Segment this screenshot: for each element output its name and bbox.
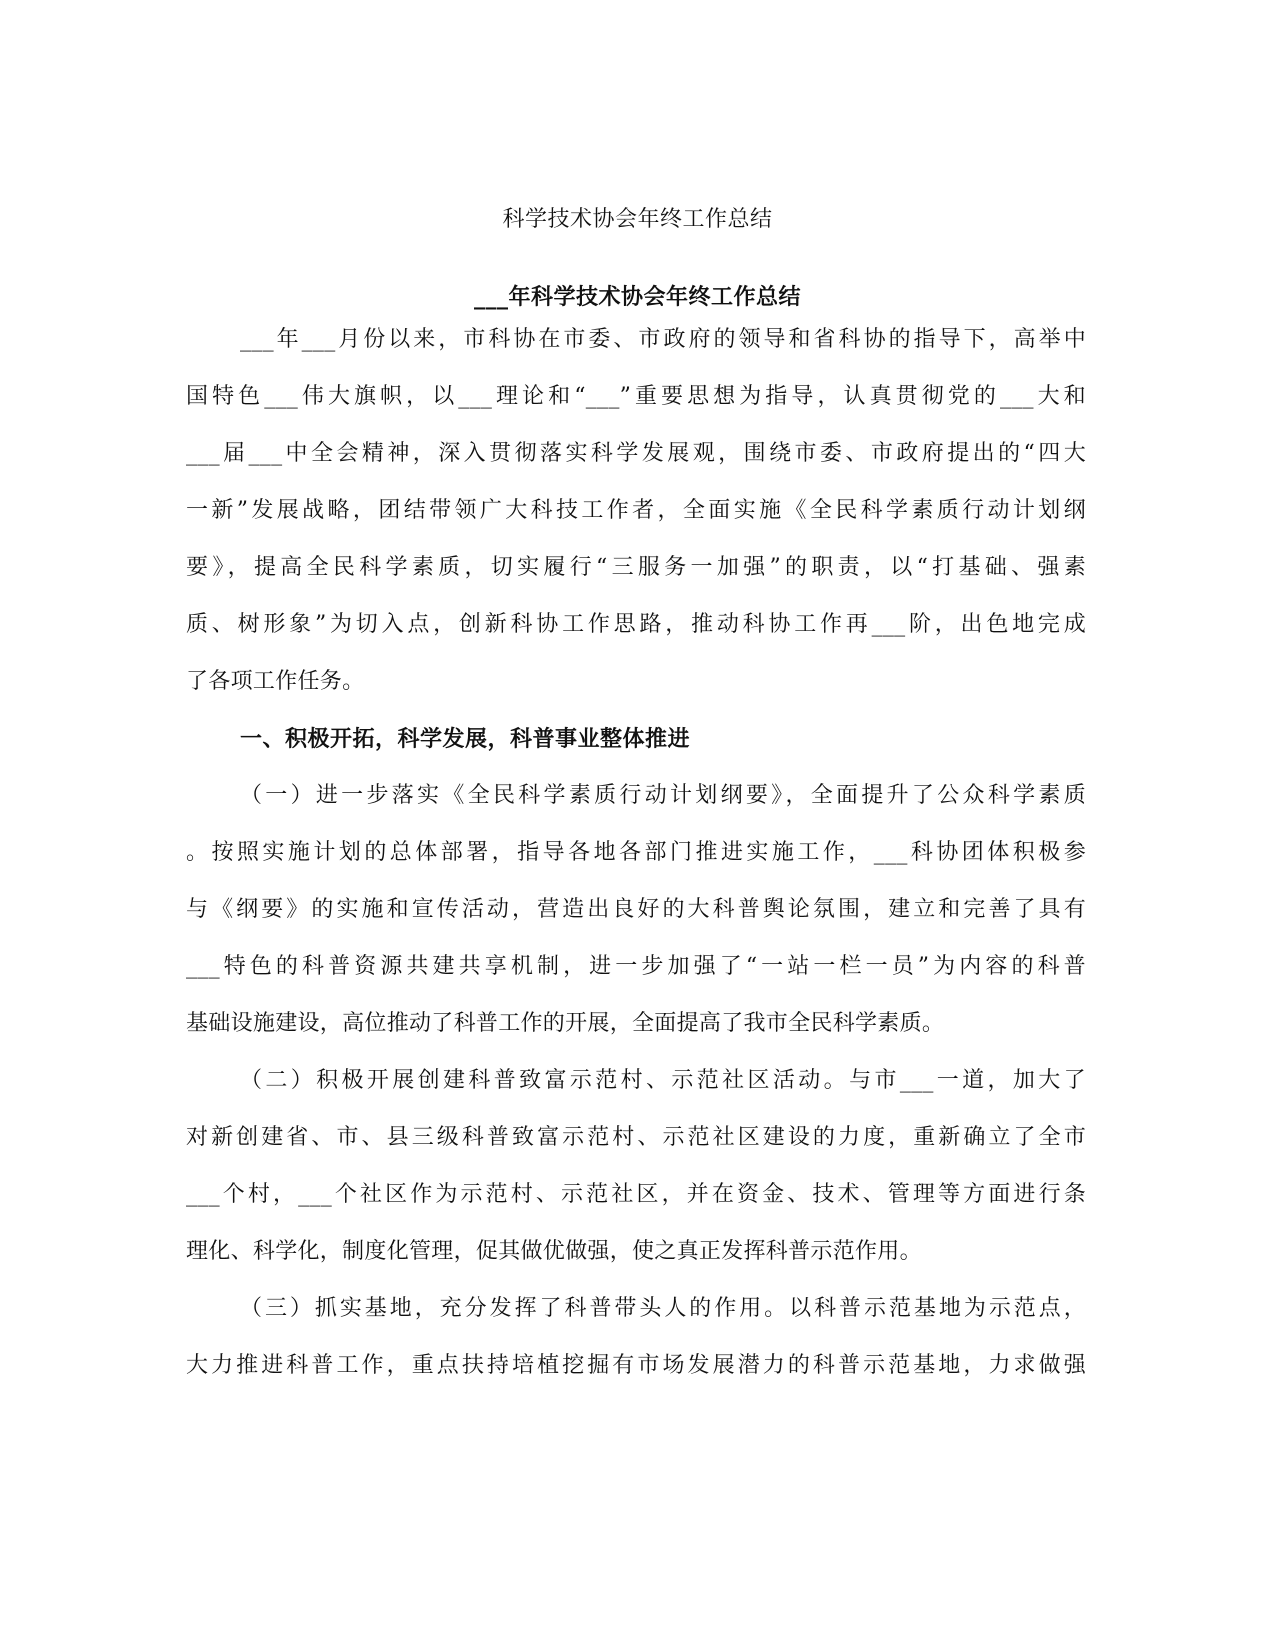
paragraph-line: 大力推进科普工作，重点扶持培植挖掘有市场发展潜力的科普示范基地，力求做强 (186, 1353, 1086, 1378)
paragraph-line: 理化、科学化，制度化管理，促其做优做强，使之真正发挥科普示范作用。 (186, 1239, 922, 1264)
document-subtitle: ___年科学技术协会年终工作总结 (473, 284, 801, 310)
intro-line: 了各项工作任务。 (186, 669, 365, 694)
intro-line: ___年___月份以来，市科协在市委、市政府的领导和省科协的指导下，高举中 (240, 327, 1086, 352)
paragraph-line: （一）进一步落实《全民科学素质行动计划纲要》，全面提升了公众科学素质 (240, 783, 1086, 808)
paragraph-line: 对新创建省、市、县三级科普致富示范村、示范社区建设的力度，重新确立了全市 (186, 1125, 1086, 1150)
intro-line: ___届___中全会精神，深入贯彻落实科学发展观，围绕市委、市政府提出的“四大 (186, 441, 1086, 466)
intro-line: 质、树形象”为切入点，创新科协工作思路，推动科协工作再___阶，出色地完成 (186, 612, 1086, 637)
paragraph-line: 基础设施建设，高位推动了科普工作的开展，全面提高了我市全民科学素质。 (186, 1011, 945, 1036)
paragraph-line: ___个村，___个社区作为示范村、示范社区，并在资金、技术、管理等方面进行条 (186, 1182, 1086, 1207)
paragraph-line: （二）积极开展创建科普致富示范村、示范社区活动。与市___一道，加大了 (240, 1068, 1086, 1093)
section-heading: 一、积极开拓，科学发展，科普事业整体推进 (240, 726, 691, 752)
paragraph-line: 与《纲要》的实施和宣传活动，营造出良好的大科普舆论氛围，建立和完善了具有 (186, 897, 1086, 922)
intro-line: 要》，提高全民科学素质，切实履行“三服务一加强”的职责，以“打基础、强素 (186, 555, 1086, 580)
document-title: 科学技术协会年终工作总结 (502, 207, 773, 232)
paragraph-line: ___特色的科普资源共建共享机制，进一步加强了“一站一栏一员”为内容的科普 (186, 954, 1086, 979)
intro-line: 一新”发展战略，团结带领广大科技工作者，全面实施《全民科学素质行动计划纲 (186, 498, 1086, 523)
paragraph-line: （三）抓实基地，充分发挥了科普带头人的作用。以科普示范基地为示范点， (240, 1296, 1086, 1321)
paragraph-line: 。按照实施计划的总体部署，指导各地各部门推进实施工作，___科协团体积极参 (186, 840, 1086, 865)
intro-line: 国特色___伟大旗帜，以___理论和“___”重要思想为指导，认真贯彻党的___大和 (186, 384, 1086, 409)
